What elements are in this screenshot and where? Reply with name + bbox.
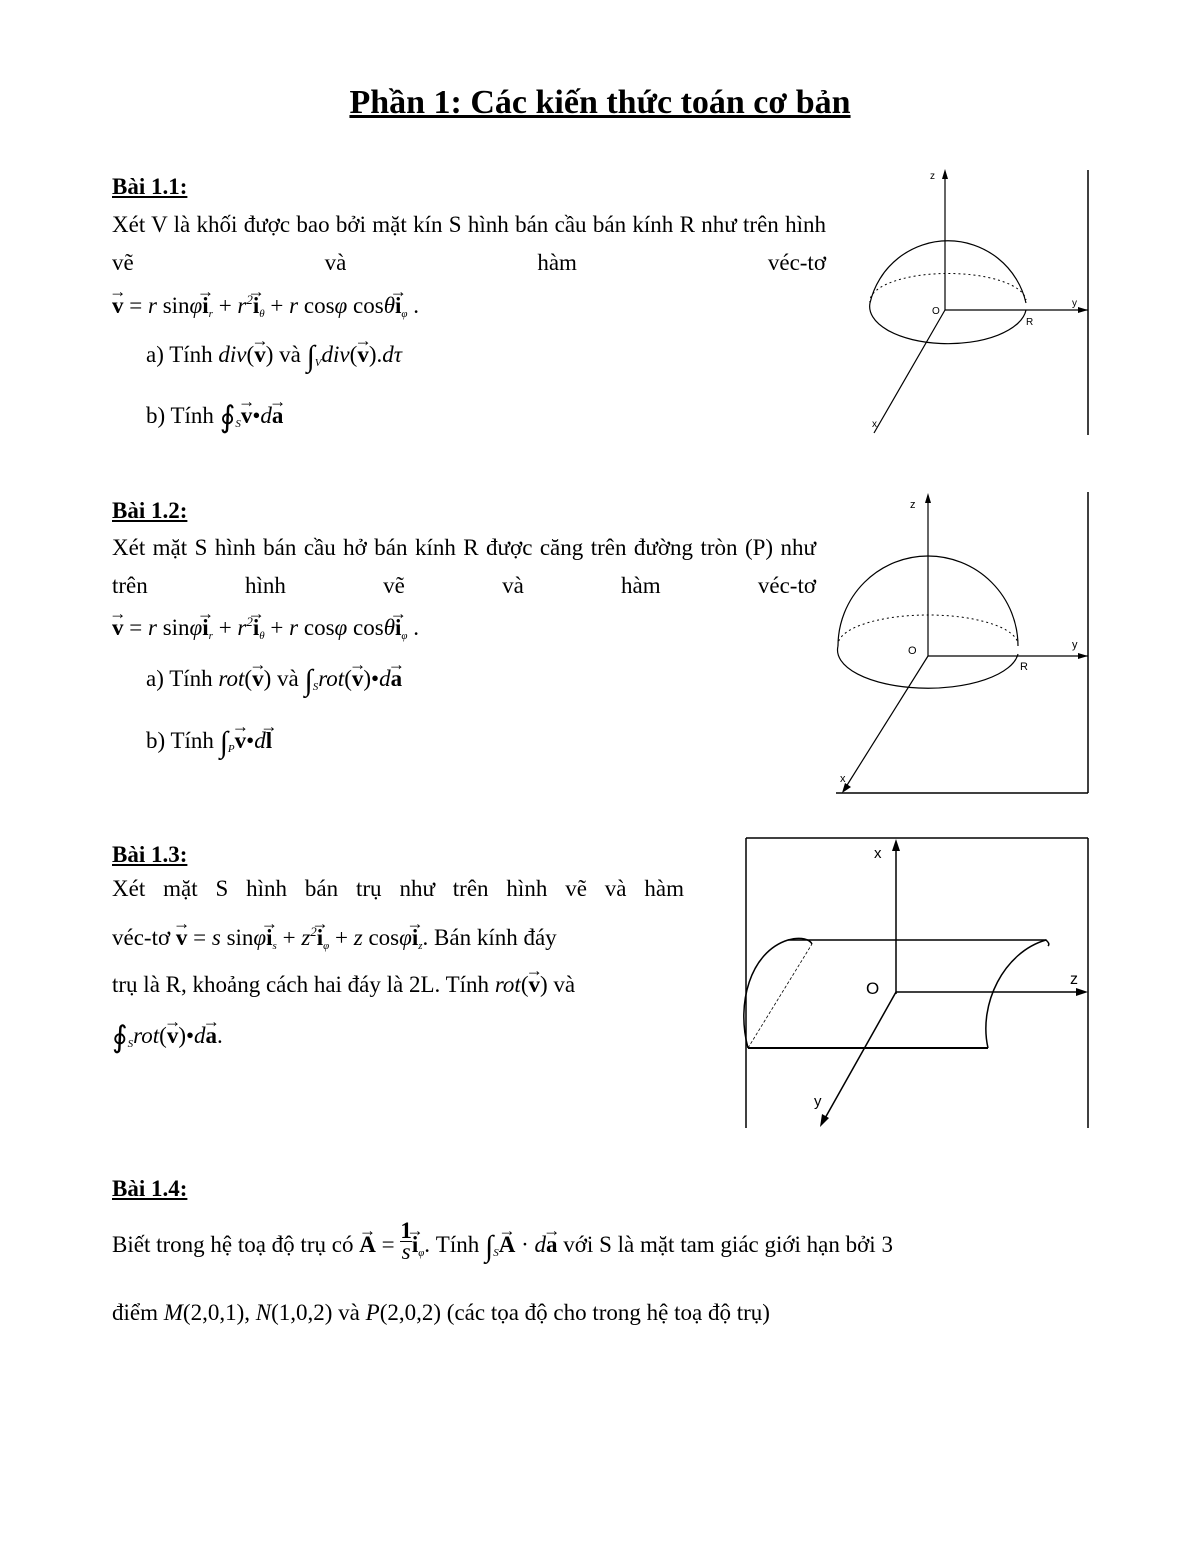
and-text: và	[277, 666, 299, 691]
exercise-1-4-line-2: điểm M(2,0,1), N(1,0,2) và P(2,0,2) (các tọa độ cho trong hệ toạ độ trụ)	[112, 1300, 770, 1325]
exercise-1-3-heading: Bài 1.3:	[112, 842, 188, 867]
exercise-1-1-part-b: b) Tính $∮_S\to$ v•d→ a	[146, 400, 283, 435]
exercise-1-3-line-3: trụ là R, khoảng cách hai đáy là 2L. Tính rot(→ v) và	[112, 972, 575, 998]
fig3-y-label: y	[814, 1093, 822, 1110]
half-cylinder-figure	[742, 834, 1094, 1130]
exercise-1-3-line-1: Xét mặt S hình bán trụ như trên hình vẽ và hàm	[112, 876, 684, 901]
exercise-1-4-line-1: Biết trong hệ toạ độ trụ có → A = $\frac{1}{s}$ → $i_\varphi$. Tính $\int_S\to A \cdot d\to a$ với S là mặt tam giác giới hạn bởi 3	[112, 1230, 893, 1264]
fig3-origin-label: O	[866, 979, 880, 998]
line-1-prefix: Biết trong hệ toạ độ trụ có	[112, 1232, 354, 1257]
exercise-1-1-text: Xét V là khối được bao bởi mặt kín S hình bán cầu bán kính R như trên hình vẽ và hàm véc-tơ	[112, 212, 826, 275]
fig1-z-label: z	[930, 171, 935, 182]
fig2-y-label: y	[1072, 639, 1078, 651]
exercise-1-2-part-b: b) Tính $\int_P\to$ v•d→ l	[146, 726, 272, 760]
part-a-label: a) Tính	[146, 666, 213, 691]
line-1-suffix: với S là mặt tam giác giới hạn bởi 3	[563, 1232, 893, 1257]
fig2-origin-label: O	[908, 645, 917, 657]
fig1-x-label: x	[872, 419, 877, 430]
line-3-text: trụ là R, khoảng cách hai đáy là 2L. Tính	[112, 972, 490, 997]
part-a-label: a) Tính	[146, 342, 213, 367]
exercise-1-3-line-4: $∮_Srot(\to$ v)•d→ a.	[112, 1020, 223, 1055]
fig1-y-label: y	[1072, 298, 1077, 309]
exercise-1-3-line-2: véc-tơ → v = s $\sin\varphi\to i_s + z^2\to i_\varphi + z$ $\cos\varphi\to i_z$. Bán kính đáy	[112, 924, 557, 952]
line-2-prefix: điểm	[112, 1300, 158, 1325]
exercise-1-2-vector-formula: → v = r $\sin\varphi\to i_r + r^2\to i_\theta + r$ cosφ $\cos\theta\to i_\varphi$ .	[112, 614, 419, 642]
exercise-1-4-heading: Bài 1.4:	[112, 1176, 188, 1201]
and-text: và	[338, 1300, 360, 1325]
tinh-text: . Tính	[424, 1232, 480, 1257]
and-text: và	[553, 972, 576, 997]
fig2-z-label: z	[910, 499, 916, 511]
fig3-x-label: x	[874, 845, 882, 862]
exercise-1-2-heading: Bài 1.2:	[112, 498, 188, 523]
hemisphere-open-figure	[832, 488, 1094, 800]
part-b-label: b) Tính	[146, 403, 214, 428]
exercise-1-2-text: Xét mặt S hình bán cầu hở bán kính R được căng trên đường tròn (P) như trên hình vẽ và hàm véc-tơ	[112, 535, 816, 598]
line-2-suffix: . Bán kính đáy	[422, 925, 557, 950]
and-text: và	[279, 342, 301, 367]
line-2-suffix: (các tọa độ cho trong hệ toạ độ trụ)	[446, 1300, 770, 1325]
fig1-origin-label: O	[932, 306, 940, 317]
exercise-1-1-part-a: a) Tính div(→ v) và $\int_Vdiv(\to v).d\tau$	[146, 340, 402, 374]
fig2-x-label: x	[840, 773, 846, 785]
fig1-r-label: R	[1026, 317, 1034, 328]
fig3-z-label: z	[1070, 971, 1078, 988]
exercise-1-1-heading: Bài 1.1:	[112, 174, 188, 199]
exercise-1-1-vector-formula: → v = r $\sin\varphi\to i_r + r^2\to i_\theta + r$ cosφ $\cos\theta\to i_\varphi$ .	[112, 292, 419, 320]
exercise-1-2-part-a: a) Tính rot(→ v) và $\int_Srot(\to$ v)•d→ a	[146, 664, 402, 698]
fig2-r-label: R	[1020, 661, 1028, 673]
vector-word: véc-tơ	[112, 925, 171, 950]
part-b-label: b) Tính	[146, 728, 214, 753]
hemisphere-closed-figure	[860, 165, 1100, 445]
page-title: Phần 1: Các kiến thức toán cơ bản	[349, 84, 851, 121]
